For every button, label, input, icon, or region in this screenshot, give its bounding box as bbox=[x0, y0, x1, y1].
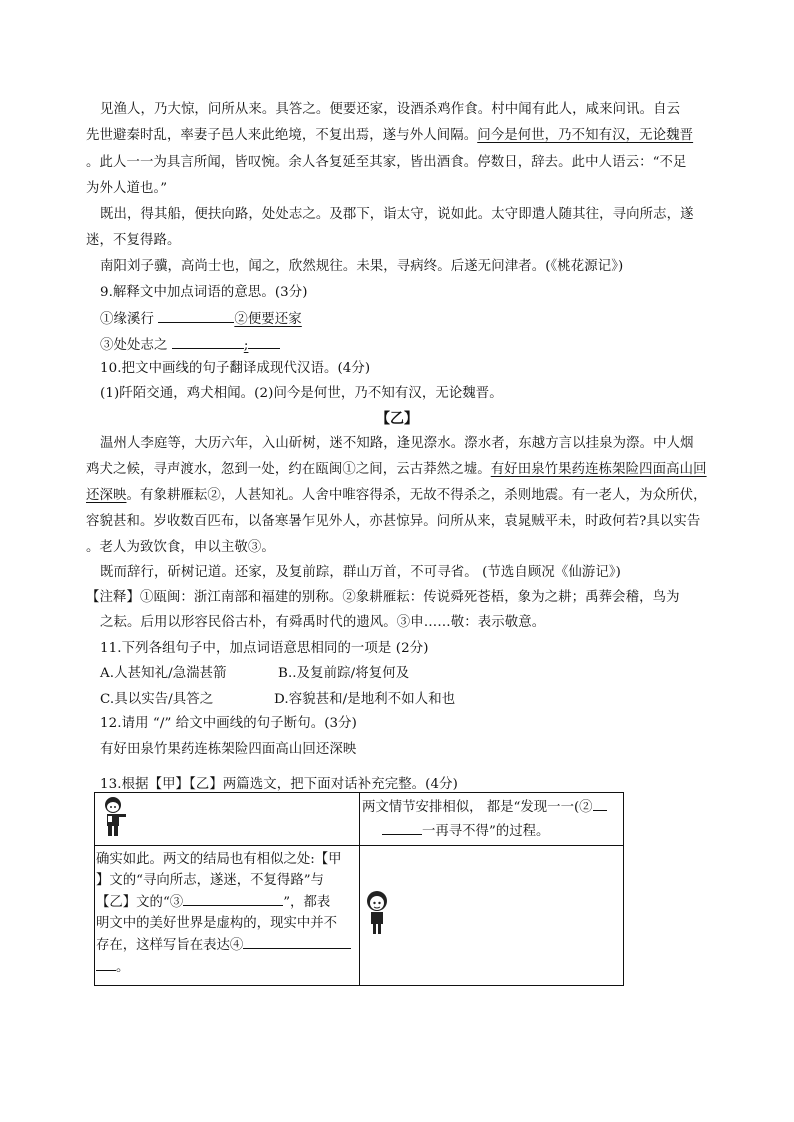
q11-option-c[interactable]: C.具以实告/具答之 bbox=[100, 692, 214, 707]
q12-sentence: 有好田泉竹果药连栋架险四面高山回还深映 bbox=[100, 742, 357, 757]
passage-yi-text: 鸡犬之候，寻声渡水，忽到一处，约在瓯闽①之间，云古莽然之墟。 bbox=[86, 462, 491, 477]
dialogue-text-1 bbox=[360, 793, 623, 818]
passage-jia-line-5: 既出，得其船，便扶向路，处处志之。及郡下，诣太守，说如此。太守即遣人随其往，寻向所志，遂 bbox=[100, 207, 694, 222]
q9-blank-3[interactable] bbox=[172, 334, 244, 349]
passage-yi-line-4: 容貌甚和。岁收数百匹布，以备寒暑乍见外人，亦甚惊异。问所从来，袁晁贼平未，时政何若?具以实告 bbox=[86, 514, 701, 529]
q10-title: 10.把文中画线的句子翻译成现代汉语。(4分) bbox=[100, 361, 371, 376]
passage-jia-line-4: 为外人道也。” bbox=[86, 181, 168, 196]
passage-yi-line-6: 既而辞行，斫树记道。还家，及复前踪，群山万首，不可寻省。 (节选自顾况《仙游记》) bbox=[100, 565, 621, 580]
passage-jia-line-1: 见渔人，乃大惊，问所从来。具答之。便要还家，设酒杀鸡作食。村中闻有此人，咸来问讯。自云 bbox=[100, 102, 681, 117]
q9-row-1 bbox=[100, 308, 308, 330]
q11-option-b[interactable]: B..及复前踪/将复何及 bbox=[278, 666, 410, 681]
dialogue-cell-figure-2 bbox=[360, 846, 624, 986]
q9-item-2: ②便要还家 bbox=[234, 312, 302, 327]
passage-jia-line-7: 南阳刘子骥，高尚士也，闻之，欣然规往。未果，寻病终。后遂无问津者。(《桃花源记》) bbox=[100, 259, 624, 274]
q9-row-2 bbox=[100, 334, 280, 356]
passage-jia-line-6: 迷，不复得路。 bbox=[86, 233, 181, 248]
underlined-sentence-part-2: 还深映 bbox=[86, 488, 127, 503]
dialogue-text-2-line-6a: 。 bbox=[116, 960, 130, 975]
dialogue-text-1-b: 一再寻不得”的过程。 bbox=[422, 824, 550, 839]
passage-jia-line-2 bbox=[86, 126, 693, 146]
q9-separator: ; bbox=[243, 338, 249, 353]
q12-title: 12.请用 “/” 给文中画线的句子断句。(3分) bbox=[100, 716, 357, 731]
q9-item-1: ①缘溪行 bbox=[100, 312, 154, 327]
dialogue-text-2-line-5a: 存在，这样写旨在表达④ bbox=[96, 938, 244, 953]
dialogue-cell-text-2 bbox=[95, 846, 360, 986]
boy-figure-icon bbox=[99, 796, 129, 838]
passage-yi-line-5: 。老人为致饮食，申以主敬③。 bbox=[86, 540, 275, 555]
q9-blank-1[interactable] bbox=[158, 308, 234, 323]
girl-figure-icon bbox=[363, 890, 393, 938]
passage-jia-line-3: 。此人一一为具言所闻，皆叹惋。余人各复延至其家，皆出酒食。停数日，辞去。此中人语云：“不足 bbox=[86, 155, 687, 170]
dialogue-text-2-line-6 bbox=[96, 956, 359, 978]
underlined-sentence: 问今是何世，乃不知有汉，无论魏晋 bbox=[477, 128, 694, 143]
q11-option-a[interactable]: A.人甚知礼/急湍甚箭 bbox=[100, 666, 227, 681]
q10-items: (1)阡陌交通，鸡犬相闻。(2)问今是何世，乃不知有汉，无论魏晋。 bbox=[100, 386, 503, 401]
q9-title: 9.解释文中加点词语的意思。(3分) bbox=[100, 285, 308, 300]
q11-option-d[interactable]: D.容貌甚和/是地利不如人和也 bbox=[274, 692, 456, 707]
dialogue-text-2-line-3 bbox=[96, 891, 359, 913]
dialogue-text-2-line-1: 确实如此。两文的结局也有相似之处:【甲 bbox=[96, 852, 342, 867]
q13-title: 13.根据【甲】【乙】两篇选文，把下面对话补充完整。(4分) bbox=[100, 777, 458, 792]
dialogue-text-1b-row bbox=[360, 818, 623, 842]
passage-yi-note-2: 之耘。后用以形容民俗古朴，有舜禹时代的遗风。③申……敬：表示敬意。 bbox=[100, 615, 546, 630]
passage-jia-text: 先世避秦时乱，率妻子邑人来此绝境，不复出焉，遂与外人间隔。 bbox=[86, 128, 478, 143]
q11-title: 11.下列各组句子中，加点词语意思相同的一项是 (2分) bbox=[100, 641, 429, 656]
dialogue-text-2-line-3b: ”，都表 bbox=[283, 895, 331, 910]
dialogue-text-2-line-2: 】文的“寻向所志，遂迷，不复得路”与 bbox=[96, 873, 324, 888]
passage-yi-line-3 bbox=[86, 486, 707, 506]
dialogue-text-1-a: 两文情节安排相似， 都是“发现一一(② bbox=[362, 800, 593, 815]
dialogue-cell-text-1 bbox=[360, 793, 624, 846]
passage-yi-heading: 【乙】 bbox=[376, 411, 418, 427]
passage-yi-note-1: 【注释】①瓯闽：浙江南部和福建的别称。②象耕雁耘：传说舜死苍梧，象为之耕；禹葬会稽，鸟为 bbox=[86, 590, 680, 605]
dialogue-text-2-line-3a: 【乙】文的“③ bbox=[96, 895, 184, 910]
dialogue-table bbox=[94, 792, 624, 986]
q9-item-3: ③处处志之 bbox=[100, 338, 168, 353]
dialogue-cell-figure-1 bbox=[95, 793, 360, 846]
q13-blank-4a[interactable] bbox=[243, 934, 351, 949]
passage-yi-text: 。有象耕雁耘②，人甚知礼。人舍中唯容得杀，无故不得杀之，杀则地震。有一老人，为众所伏， bbox=[126, 488, 707, 503]
dialogue-text-2-line-5 bbox=[96, 934, 359, 956]
passage-yi-line-2 bbox=[86, 460, 707, 480]
q13-blank-4b[interactable] bbox=[96, 956, 116, 971]
passage-yi-line-1: 温州人李庭等，大历六年，入山斫树，迷不知路，逢见漈水。漈水者，东越方言以挂泉为漈。中人烟 bbox=[100, 436, 694, 451]
q9-blank-4[interactable] bbox=[248, 334, 280, 349]
q13-blank-3[interactable] bbox=[183, 891, 283, 906]
q13-blank-2b[interactable] bbox=[382, 820, 422, 835]
dialogue-text-2-line-4: 明文中的美好世界是虚构的，现实中并不 bbox=[96, 916, 338, 931]
underlined-sentence-part-1: 有好田泉竹果药连栋架险四面高山回 bbox=[490, 462, 707, 477]
q13-blank-2a[interactable] bbox=[593, 796, 607, 811]
